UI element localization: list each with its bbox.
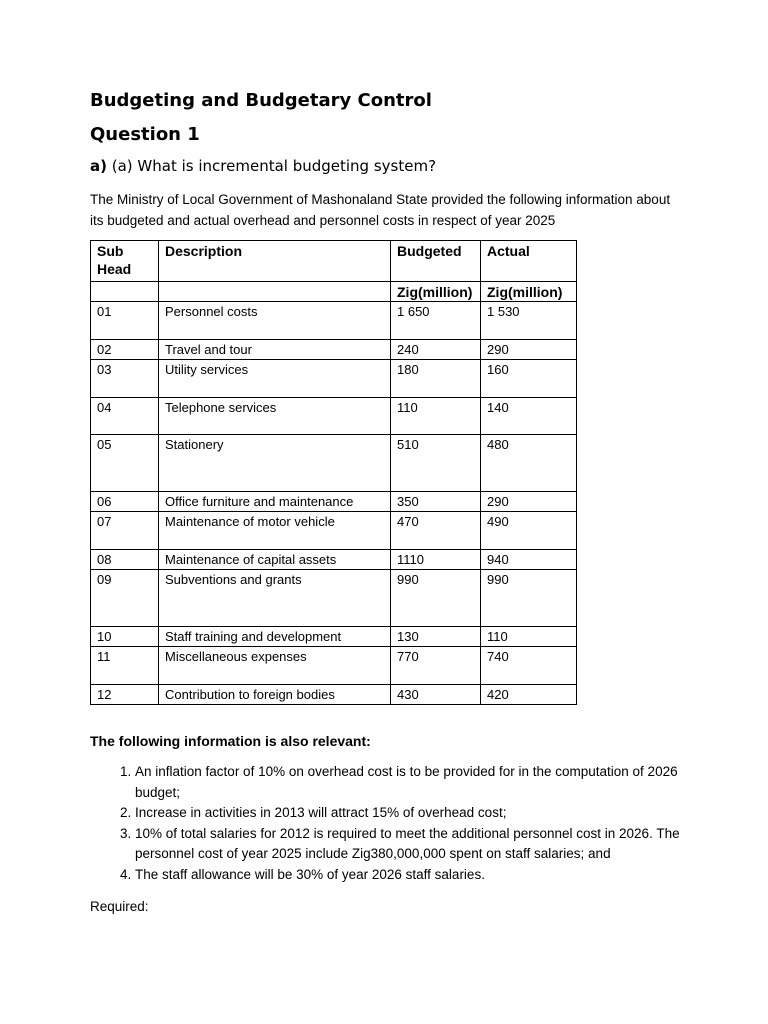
sub-head-cell: 02 <box>91 340 159 360</box>
table-row <box>91 627 577 647</box>
actual-cell: 490 <box>481 512 577 550</box>
budgeted-cell: 430 <box>391 685 481 705</box>
description-cell: Travel and tour <box>159 340 391 360</box>
description-cell: Miscellaneous expenses <box>159 647 391 685</box>
list-item: 2. Increase in activities in 2013 will attract 15% of overhead cost; <box>135 803 725 824</box>
actual-cell: 740 <box>481 647 577 685</box>
description-cell: Office furniture and maintenance <box>159 492 391 512</box>
budgeted-cell: 510 <box>391 435 481 492</box>
actual-cell: 940 <box>481 550 577 570</box>
header-budgeted: Budgeted <box>391 241 481 282</box>
sub-head-cell: 06 <box>91 492 159 512</box>
relevant-info-heading: The following information is also relevant: <box>90 733 371 749</box>
table-row <box>91 360 577 398</box>
description-cell: Utility services <box>159 360 391 398</box>
intro-paragraph: The Ministry of Local Government of Mashonaland State provided the following information about its budgeted and actual overhead and personnel costs in respect of year 2025 <box>90 192 671 228</box>
table-row <box>91 512 577 550</box>
list-item: 3. 10% of total salaries for 2012 is required to meet the additional personnel cost in 2026. The personnel cost of year 2025 include Zig380,000,000 spent on staff salaries; and <box>135 824 725 865</box>
table-units-row <box>91 282 577 302</box>
actual-cell: 1 530 <box>481 302 577 340</box>
table-row <box>91 550 577 570</box>
actual-cell: 290 <box>481 492 577 512</box>
header-description: Description <box>159 241 391 282</box>
list-item: 4. The staff allowance will be 30% of year 2026 staff salaries. <box>135 865 725 886</box>
sub-head-cell: 07 <box>91 512 159 550</box>
budgeted-cell: 1110 <box>391 550 481 570</box>
description-cell: Telephone services <box>159 398 391 435</box>
table-row <box>91 492 577 512</box>
question-heading: Question 1 <box>90 124 200 145</box>
sub-head-cell: 04 <box>91 398 159 435</box>
budgeted-cell: 1 650 <box>391 302 481 340</box>
budget-table <box>90 240 577 705</box>
sub-head-cell: 09 <box>91 570 159 627</box>
table-row <box>91 570 577 627</box>
budgeted-cell: 240 <box>391 340 481 360</box>
part-a-text: (a) What is incremental budgeting system? <box>111 157 437 175</box>
budgeted-cell: 130 <box>391 627 481 647</box>
units-budgeted: Zig(million) <box>391 282 481 302</box>
sub-head-cell: 10 <box>91 627 159 647</box>
sub-head-cell: 11 <box>91 647 159 685</box>
table-row <box>91 435 577 492</box>
description-cell: Subventions and grants <box>159 570 391 627</box>
description-cell: Maintenance of motor vehicle <box>159 512 391 550</box>
actual-cell: 140 <box>481 398 577 435</box>
notes-list <box>90 762 725 885</box>
budgeted-cell: 990 <box>391 570 481 627</box>
budgeted-cell: 770 <box>391 647 481 685</box>
header-actual: Actual <box>481 241 577 282</box>
units-actual: Zig(million) <box>481 282 577 302</box>
sub-head-cell: 03 <box>91 360 159 398</box>
description-cell: Staff training and development <box>159 627 391 647</box>
description-cell: Personnel costs <box>159 302 391 340</box>
units-empty-cell <box>91 282 159 302</box>
description-cell: Maintenance of capital assets <box>159 550 391 570</box>
question-part-a <box>90 157 436 175</box>
budgeted-cell: 180 <box>391 360 481 398</box>
table-row <box>91 685 577 705</box>
sub-head-cell: 08 <box>91 550 159 570</box>
sub-head-cell: 05 <box>91 435 159 492</box>
sub-head-cell: 12 <box>91 685 159 705</box>
budgeted-cell: 350 <box>391 492 481 512</box>
table-row <box>91 398 577 435</box>
table-header-row <box>91 241 577 282</box>
document-title: Budgeting and Budgetary Control <box>90 90 432 111</box>
budgeted-cell: 110 <box>391 398 481 435</box>
actual-cell: 420 <box>481 685 577 705</box>
description-cell: Stationery <box>159 435 391 492</box>
table-row <box>91 302 577 340</box>
list-item: 1. An inflation factor of 10% on overhead cost is to be provided for in the computation of 2026 budget; <box>135 762 725 803</box>
description-cell: Contribution to foreign bodies <box>159 685 391 705</box>
actual-cell: 480 <box>481 435 577 492</box>
sub-head-cell: 01 <box>91 302 159 340</box>
actual-cell: 290 <box>481 340 577 360</box>
part-a-label: a) <box>90 157 107 175</box>
budgeted-cell: 470 <box>391 512 481 550</box>
table-row <box>91 647 577 685</box>
actual-cell: 110 <box>481 627 577 647</box>
actual-cell: 160 <box>481 360 577 398</box>
header-sub-head: Sub Head <box>91 241 159 282</box>
actual-cell: 990 <box>481 570 577 627</box>
required-label: Required: <box>90 899 149 914</box>
units-empty-cell <box>159 282 391 302</box>
table-row <box>91 340 577 360</box>
